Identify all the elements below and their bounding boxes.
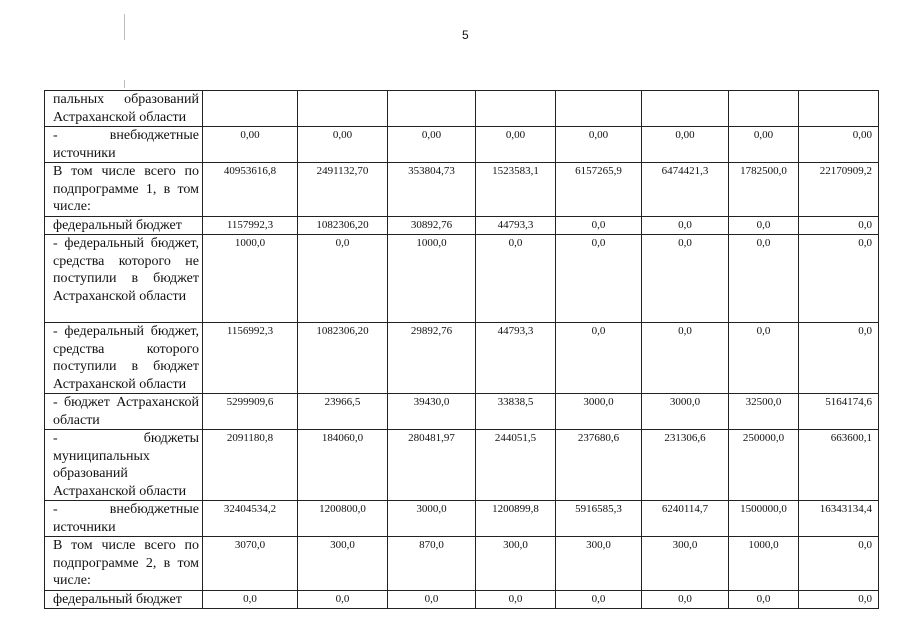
- value-cell: 353804,73: [388, 163, 476, 217]
- value-cell: 0,0: [556, 590, 642, 609]
- table-row: [45, 430, 879, 501]
- value-cell: 39430,0: [388, 394, 476, 430]
- value-cell: 2491132,70: [298, 163, 388, 217]
- value-cell: 184060,0: [298, 430, 388, 501]
- value-cell: 0,0: [556, 323, 642, 394]
- value-cell: 23966,5: [298, 394, 388, 430]
- table-row: [45, 590, 879, 609]
- value-cell: 250000,0: [729, 430, 799, 501]
- value-cell: 0,00: [203, 127, 298, 163]
- value-cell: 0,00: [642, 127, 729, 163]
- value-cell: 1157992,3: [203, 216, 298, 235]
- value-cell: 32404534,2: [203, 501, 298, 537]
- value-cell: 0,0: [799, 590, 879, 609]
- value-cell: 3000,0: [642, 394, 729, 430]
- value-cell: 0,0: [642, 590, 729, 609]
- value-cell: [298, 91, 388, 127]
- value-cell: 0,0: [298, 590, 388, 609]
- value-cell: 6157265,9: [556, 163, 642, 217]
- value-cell: 0,0: [556, 216, 642, 235]
- value-cell: 1000,0: [388, 235, 476, 323]
- value-cell: 44793,3: [476, 216, 556, 235]
- value-cell: 300,0: [556, 537, 642, 591]
- value-cell: 0,0: [729, 235, 799, 323]
- value-cell: 3070,0: [203, 537, 298, 591]
- value-cell: 1782500,0: [729, 163, 799, 217]
- value-cell: 0,00: [298, 127, 388, 163]
- value-cell: 6240114,7: [642, 501, 729, 537]
- value-cell: 6474421,3: [642, 163, 729, 217]
- value-cell: 0,00: [556, 127, 642, 163]
- value-cell: 0,0: [476, 590, 556, 609]
- value-cell: 0,00: [388, 127, 476, 163]
- row-label: пальных образований Астраханской области: [45, 91, 203, 127]
- value-cell: 0,0: [729, 216, 799, 235]
- value-cell: 0,0: [729, 323, 799, 394]
- value-cell: 1082306,20: [298, 216, 388, 235]
- value-cell: 300,0: [298, 537, 388, 591]
- value-cell: 0,0: [799, 235, 879, 323]
- value-cell: 0,0: [388, 590, 476, 609]
- scan-artifact-line: [124, 80, 125, 88]
- table-row: [45, 163, 879, 217]
- value-cell: 40953616,8: [203, 163, 298, 217]
- value-cell: 0,0: [799, 216, 879, 235]
- value-cell: 33838,5: [476, 394, 556, 430]
- scan-artifact-line: [124, 14, 125, 40]
- table-row: [45, 216, 879, 235]
- row-label: - бюджеты муниципальных образований Астраханской области: [45, 430, 203, 501]
- row-label: - бюджет Астраханской области: [45, 394, 203, 430]
- value-cell: 5164174,6: [799, 394, 879, 430]
- value-cell: 16343134,4: [799, 501, 879, 537]
- value-cell: 0,0: [476, 235, 556, 323]
- value-cell: [556, 91, 642, 127]
- row-label: - внебюджетные источники: [45, 501, 203, 537]
- value-cell: [642, 91, 729, 127]
- value-cell: 0,0: [203, 590, 298, 609]
- value-cell: 1200899,8: [476, 501, 556, 537]
- budget-table: [44, 90, 879, 609]
- table-row: [45, 323, 879, 394]
- page-number: 5: [462, 28, 469, 42]
- value-cell: 0,0: [642, 235, 729, 323]
- value-cell: 5916585,3: [556, 501, 642, 537]
- value-cell: 0,00: [476, 127, 556, 163]
- value-cell: 0,0: [642, 216, 729, 235]
- value-cell: 244051,5: [476, 430, 556, 501]
- value-cell: 300,0: [642, 537, 729, 591]
- value-cell: 1200800,0: [298, 501, 388, 537]
- value-cell: 0,0: [298, 235, 388, 323]
- value-cell: 3000,0: [388, 501, 476, 537]
- row-label: федеральный бюджет: [45, 216, 203, 235]
- value-cell: 1156992,3: [203, 323, 298, 394]
- value-cell: 663600,1: [799, 430, 879, 501]
- value-cell: 1000,0: [729, 537, 799, 591]
- value-cell: 237680,6: [556, 430, 642, 501]
- value-cell: 3000,0: [556, 394, 642, 430]
- table-row: [45, 394, 879, 430]
- row-label: В том числе всего по подпрограмме 1, в том числе:: [45, 163, 203, 217]
- value-cell: 0,0: [729, 590, 799, 609]
- table-row: [45, 127, 879, 163]
- table-row: [45, 501, 879, 537]
- value-cell: 0,0: [799, 537, 879, 591]
- value-cell: [476, 91, 556, 127]
- value-cell: 280481,97: [388, 430, 476, 501]
- value-cell: 22170909,2: [799, 163, 879, 217]
- value-cell: 44793,3: [476, 323, 556, 394]
- value-cell: 0,00: [729, 127, 799, 163]
- value-cell: 0,0: [556, 235, 642, 323]
- value-cell: 1523583,1: [476, 163, 556, 217]
- value-cell: 0,00: [799, 127, 879, 163]
- table-row: [45, 91, 879, 127]
- row-label: В том числе всего по подпрограмме 2, в том числе:: [45, 537, 203, 591]
- value-cell: 32500,0: [729, 394, 799, 430]
- value-cell: 231306,6: [642, 430, 729, 501]
- row-label: - федеральный бюджет, средства которого поступили в бюджет Астраханской области: [45, 323, 203, 394]
- value-cell: 30892,76: [388, 216, 476, 235]
- table-body: [45, 91, 879, 609]
- value-cell: 29892,76: [388, 323, 476, 394]
- value-cell: 1082306,20: [298, 323, 388, 394]
- value-cell: [203, 91, 298, 127]
- value-cell: 1500000,0: [729, 501, 799, 537]
- value-cell: 2091180,8: [203, 430, 298, 501]
- value-cell: 300,0: [476, 537, 556, 591]
- value-cell: 1000,0: [203, 235, 298, 323]
- row-label: - федеральный бюджет, средства которого не поступили в бюджет Астраханской области: [45, 235, 203, 323]
- value-cell: 0,0: [642, 323, 729, 394]
- table-row: [45, 537, 879, 591]
- value-cell: [799, 91, 879, 127]
- value-cell: [729, 91, 799, 127]
- value-cell: 0,0: [799, 323, 879, 394]
- row-label: федеральный бюджет: [45, 590, 203, 609]
- table-row: [45, 235, 879, 323]
- value-cell: 5299909,6: [203, 394, 298, 430]
- row-label: - внебюджетные источники: [45, 127, 203, 163]
- value-cell: 870,0: [388, 537, 476, 591]
- value-cell: [388, 91, 476, 127]
